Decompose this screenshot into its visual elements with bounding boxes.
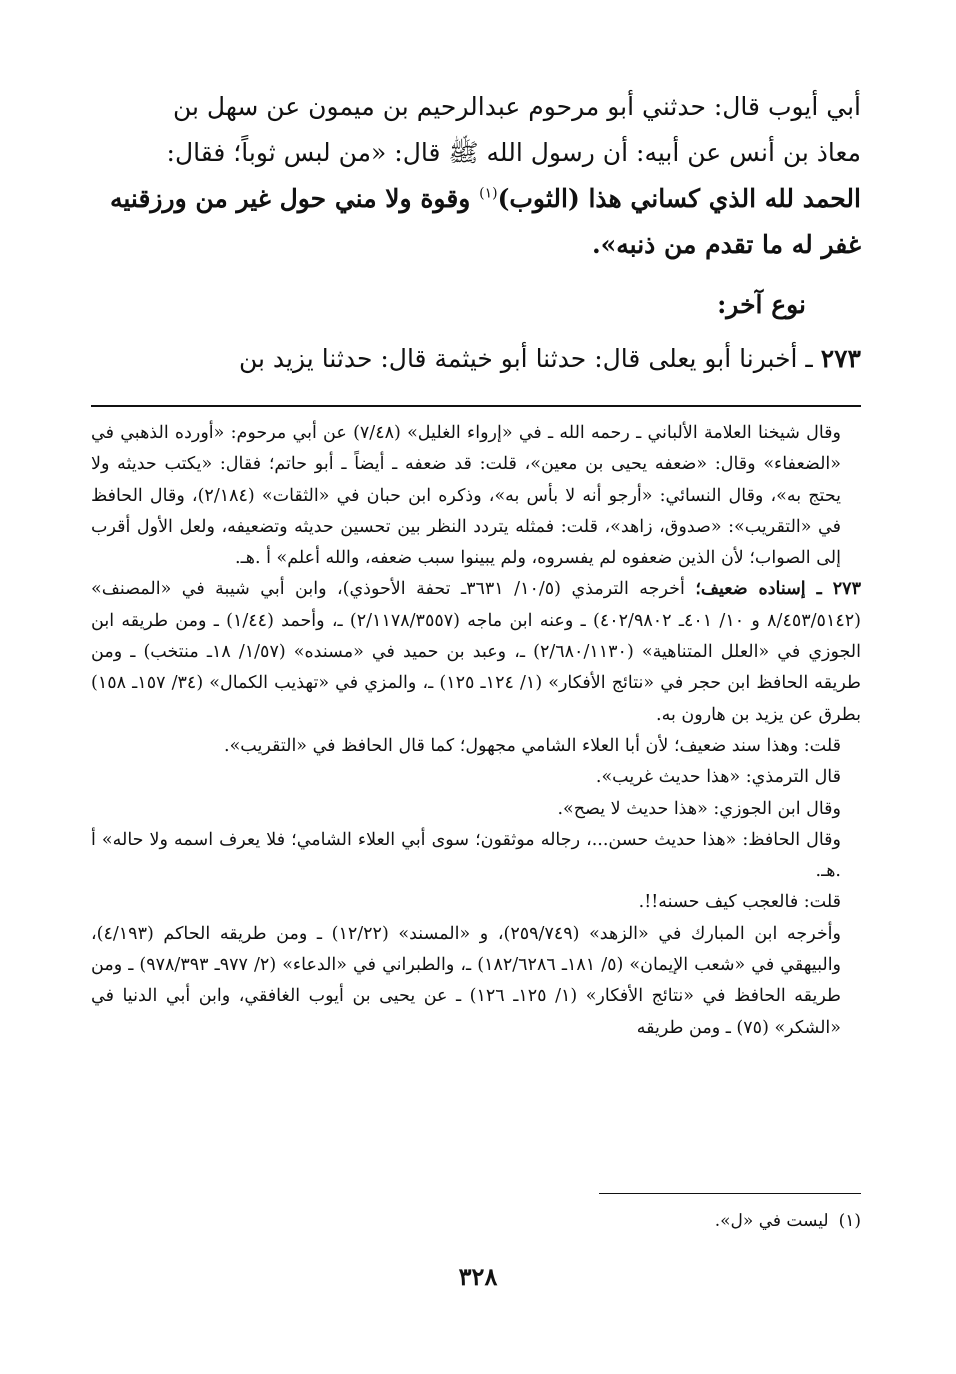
footnote-ref: (١) [479, 185, 498, 202]
comment-4: وقال الحافظ: «هذا حديث حسن...، رجاله موثقون؛ سوى أبي العلاء الشامي؛ فلا يعرف اسمه ولا حاله» أ .هـ. [91, 829, 841, 882]
notes-section [91, 418, 861, 1044]
entry-text: ـ أخبرنا أبو يعلى قال: حدثنا أبو خيثمة قال: حدثنا يزيد بن [239, 344, 813, 373]
hadith-entry [91, 336, 861, 382]
hadith-text-2: وقوة ولا مني حول غير من ورزقنيه [109, 184, 471, 213]
page-number: ٣٢٨ [458, 1262, 498, 1291]
takhrij-text: أخرجه الترمذي (١٠/٥/ ٣٦٣١ـ تحفة الأحوذي)، وابن أبي شيبة في «المصنف» (٨/٤٥٣/٥١٤٢ و ١٠/ ٤٠١ـ ٤٠٢/٩٨٠٢) ـ وعنه ابن ماجه (٢/١١٧٨/٣٥٥٧) ـ، وأحمد (١/٤٤) ـ ومن طريقه ابن الجوزي في «العلل المتناهية» (٢/٦٨٠/١١٣٠) ـ، وعبد بن حميد في «مسنده» (١/٥٧/ ١٨ـ منتخب) ـ ومن طريقه الحافظ ابن حجر في «نتائج الأفكار» (١/ ١٢٤ـ ١٢٥) ـ، والمزي في «تهذيب الكمال» (٣٤/ ١٥٧ـ ١٥٨) بطرق عن يزيد بن هارون به. [91, 579, 862, 725]
comment-5: قلت: فالعجب كيف حسنه!!. [638, 892, 841, 913]
albani-note: وقال شيخنا العلامة الألباني ـ رحمه الله ـ في «إرواء الغليل» (٧/٤٨) عن أبي مرحوم: «أورده الذهبي في «الضعفاء» وقال: «ضعفه يحيى بن معين»، قلت: قد ضعفه ـ أيضاً ـ أبو حاتم؛ فقال: «يكتب حديثه ولا يحتج به»، وقال النسائي: «أرجو أنه لا بأس به»، وذكره ابن حبان في «الثقات» (٢/١٨٤)، وقال الحافظ في «التقريب»: «صدوق، زاهد»، قلت: فمثله يتردد النظر بين تحسين حديثه وتضعيفه، ولعل الأول أقرب إلى الصواب؛ لأن الذين ضعفوه لم يفسروه، ولم يبينوا سبب ضعفه، والله أعلم» أ .هـ. [91, 423, 842, 569]
section-heading: نوع آخر: [717, 290, 806, 319]
main-text [91, 84, 861, 382]
comment-2: قال الترمذي: «هذا حديث غريب». [595, 767, 841, 788]
notes-divider [91, 405, 861, 407]
comment-1: قلت: وهذا سند ضعيف؛ لأن أبا العلاء الشامي مجهول؛ كما قال الحافظ في «التقريب». [224, 735, 841, 756]
comment-3: وقال ابن الجوزي: «هذا حديث لا يصح». [557, 798, 841, 819]
takhrij-label: ٢٧٣ ـ إسناده ضعيف؛ [695, 579, 861, 600]
footnote-divider [599, 1193, 861, 1194]
footnote [91, 1207, 861, 1235]
footnote-text: ليست في «ل». [714, 1211, 829, 1231]
entry-number: ٢٧٣ [820, 344, 861, 373]
main-bold-line-1 [91, 176, 861, 222]
main-bold-line-3: غفر له ما تقدم من ذنبه». [591, 230, 861, 259]
takhrij-paragraph [91, 574, 861, 730]
main-line-2: معاذ بن أنس عن أبيه: أن رسول الله ﷺ قال: «من لبس ثوباً؛ فقال: [166, 138, 861, 167]
main-line-1: أبي أيوب قال: حدثني أبو مرحوم عبدالرحيم بن ميمون عن سهل بن [172, 92, 861, 121]
hadith-text-1: الحمد لله الذي كساني هذا (الثوب) [497, 184, 861, 213]
footnote-number: (١) [838, 1211, 861, 1231]
closing-paragraph: وأخرجه ابن المبارك في «الزهد» (٢٥٩/٧٤٩)، و «المسند» (١٢/٢٢) ـ ومن طريقه الحاكم (٤/١٩٣)، والبيهقي في «شعب الإيمان» (٥/ ١٨١ـ ١٨٢/٦٢٨٦) ـ، والطبراني في «الدعاء» (٢/ ٩٧٧ـ ٩٧٨/٣٩٣) ـ ومن طريقه الحافظ في «نتائج الأفكار» (١/ ١٢٥ـ ١٢٦) ـ عن يحيى بن أيوب الغافقي، وابن أبي الدنيا في «الشكر» (٧٥) ـ ومن طريقه [91, 923, 842, 1038]
